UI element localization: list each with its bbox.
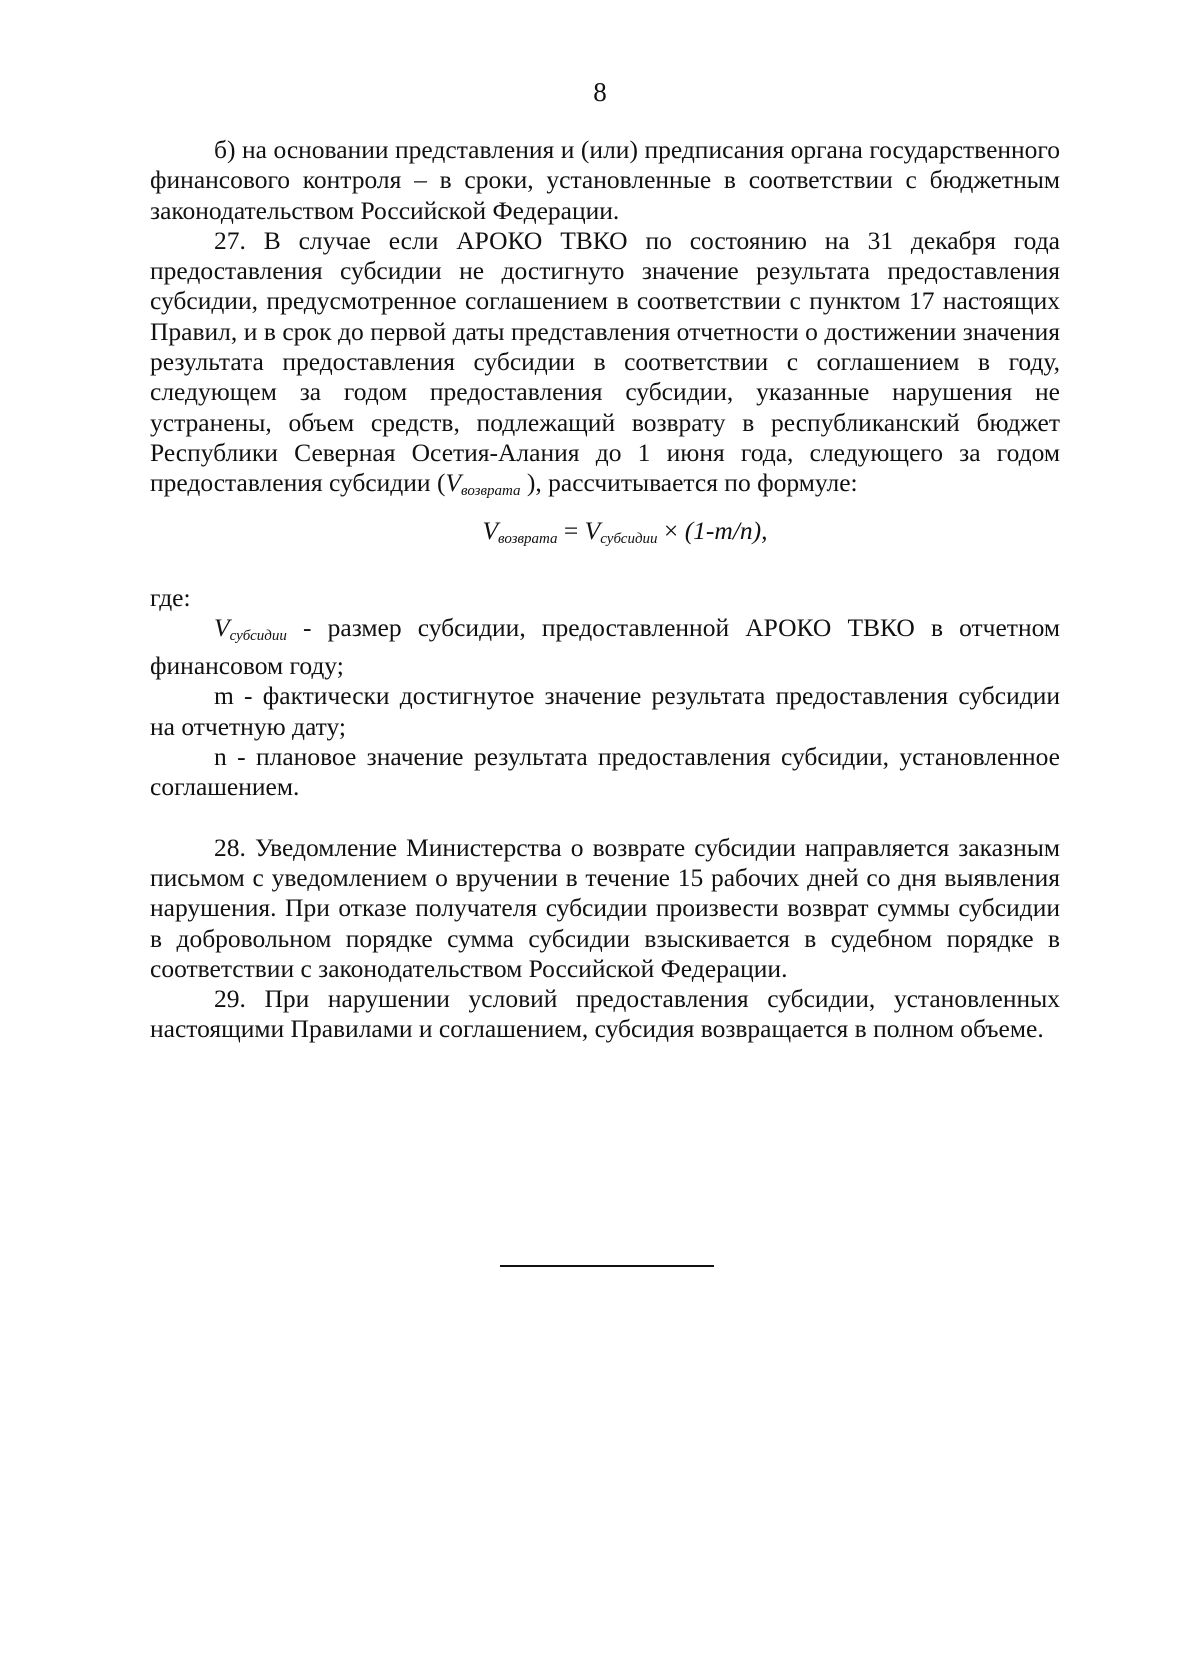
- definition-v-subsidy-subscript: субсидии: [229, 627, 287, 644]
- paragraph-27-variable-subscript: возврата: [461, 483, 521, 500]
- paragraph-27-variable: [445, 468, 521, 500]
- paragraph-28: 28. Уведомление Министерства о возврате субсидии направляется заказным письмом с уведомлением о вручении в течение 15 рабочих дней со дня выявления нарушения. При отказе получателя субсидии произвести возврат суммы субсидии в добровольном порядке сумма субсидии взыскивается в судебном порядке в соответствии с законодательством Российской Федерации.: [150, 832, 1060, 983]
- formula-tail: (1-m/n),: [684, 515, 768, 545]
- paragraph-27-text-b: ), рассчитывается по формуле:: [520, 468, 858, 498]
- paragraph-29: 29. При нарушении условий предоставления субсидии, установленных настоящими Правилами и соглашением, субсидия возвращается в полном объеме.: [150, 984, 1060, 1044]
- paragraph-27: [150, 226, 1060, 507]
- formula-rhs-subscript: субсидии: [600, 530, 658, 547]
- formula: [150, 515, 1060, 583]
- formula-lhs-subscript: возврата: [498, 530, 558, 547]
- paragraph-27-variable-symbol: V: [445, 468, 462, 498]
- formula-times: ×: [657, 515, 685, 545]
- definition-v-subsidy-text: - размер субсидии, предоставленной АРОКО ТВКО в отчетном финансовом году;: [150, 612, 1060, 681]
- formula-rhs-variable: V: [584, 515, 601, 545]
- formula-lhs: V: [482, 515, 499, 545]
- document-body: [150, 135, 1060, 1045]
- definition-v-subsidy-symbol: V: [214, 612, 230, 642]
- page-number: 8: [593, 77, 607, 107]
- definition-v-subsidy-variable: [214, 613, 287, 642]
- paragraph-spacer: [150, 803, 1060, 833]
- definition-n: n - плановое значение результата предоставления субсидии, установленное соглашением.: [150, 742, 1060, 802]
- formula-equals: =: [557, 515, 585, 545]
- definition-v-subsidy: [150, 613, 1060, 682]
- definition-m: m - фактически достигнутое значение результата предоставления субсидии на отчетную дату;: [150, 681, 1060, 741]
- where-label: где:: [150, 582, 191, 612]
- paragraph-27-text-a: 27. В случае если АРОКО ТВКО по состоянию на 31 декабря года предоставления субсидии не достигнуто значение результата предоставления субсидии, предусмотренное соглашением в соответствии с пунктом 17 настоящих Правил, и в срок до первой даты представления отчетности о достижении значения результата предоставления субсидии в соответствии с соглашением в году, следующем за годом предоставления субсидии, указанные нарушения не устранены, объем средств, подлежащий возврату в республиканский бюджет Республики Северная Осетия-Алания до 1 июня года, следующего за годом предоставления субсидии (: [150, 225, 1060, 498]
- closing-rule: [500, 1265, 714, 1267]
- paragraph-b: б) на основании представления и (или) предписания органа государственного финансового контроля – в сроки, установленные в соответствии с бюджетным законодательством Российской Федерации.: [150, 135, 1060, 225]
